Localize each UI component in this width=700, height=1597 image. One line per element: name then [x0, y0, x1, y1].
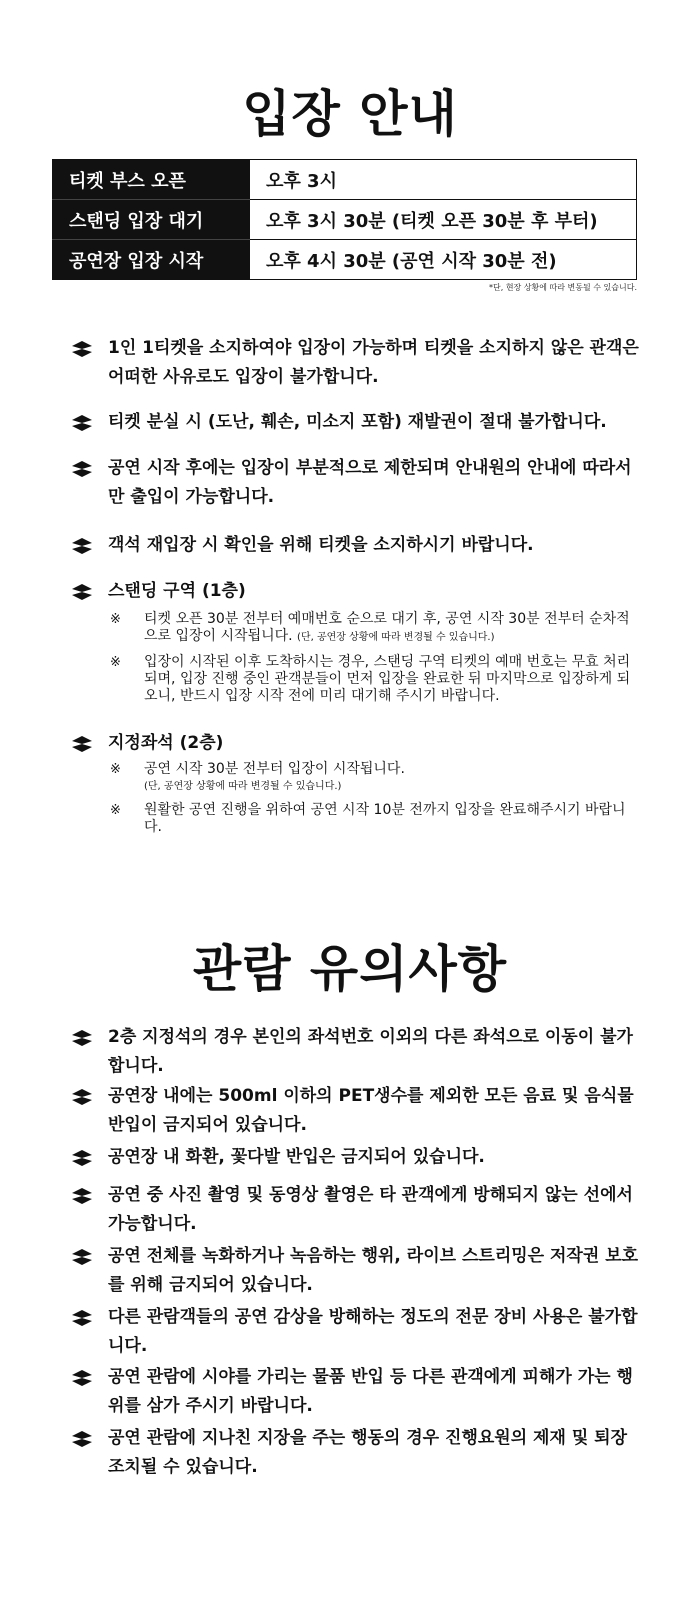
sub-note — [110, 761, 640, 795]
bullet-shape-icon — [70, 1247, 94, 1267]
list-item-text: 공연 관람에 시야를 가리는 물품 반입 등 다른 관객에게 피해가 가는 행위를 삼가 주시기 바랍니다. — [108, 1367, 633, 1416]
bullet-shape-icon — [70, 1028, 94, 1048]
list-item — [70, 1023, 640, 1081]
list-item-text: 객석 재입장 시 확인을 위해 티켓을 소지하시기 바랍니다. — [108, 535, 534, 555]
sub-note-text: 티켓 오픈 30분 전부터 예매번호 순으로 대기 후, 공연 시작 30분 전부터 순차적으로 입장이 시작됩니다. — [144, 611, 630, 644]
list-item — [70, 1143, 640, 1172]
standing-section-title — [70, 577, 640, 606]
list-item-text: 티켓 분실 시 (도난, 훼손, 미소지 포함) 재발권이 절대 불가합니다. — [108, 412, 607, 432]
bullet-shape-icon — [70, 536, 94, 556]
list-item — [70, 408, 640, 437]
sub-note-text: 원활한 공연 진행을 위하여 공연 시작 10분 전까지 입장을 완료해주시기 바랍니다. — [144, 802, 626, 835]
list-item-text: 공연 전체를 녹화하거나 녹음하는 행위, 라이브 스트리밍은 저작권 보호를 위해 금지되어 있습니다. — [108, 1246, 639, 1295]
sub-note — [110, 611, 640, 646]
reference-mark: ※ — [110, 612, 121, 627]
list-item-text: 다른 관람객들의 공연 감상을 방해하는 정도의 전문 장비 사용은 불가합니다. — [108, 1307, 638, 1356]
list-item — [70, 531, 640, 560]
schedule-label: 공연장 입장 시작 — [53, 240, 250, 280]
bullet-shape-icon — [70, 1368, 94, 1388]
list-item-text: 공연 관람에 지나친 지장을 주는 행동의 경우 진행요원의 제재 및 퇴장 조치될 수 있습니다. — [108, 1428, 627, 1477]
entry-title: 입장 안내 — [242, 85, 458, 143]
sub-note — [110, 654, 640, 705]
bullet-shape-icon — [70, 413, 94, 433]
list-item — [70, 454, 640, 512]
list-item-text: 공연장 내에는 500ml 이하의 PET생수를 제외한 모든 음료 및 음식물 반입이 금지되어 있습니다. — [108, 1086, 634, 1135]
list-item — [70, 1082, 640, 1140]
reference-mark: ※ — [110, 803, 121, 818]
list-item-text: 2층 지정석의 경우 본인의 좌석번호 이외의 다른 좌석으로 이동이 불가합니다. — [108, 1027, 633, 1076]
list-item-text: 공연 중 사진 촬영 및 동영상 촬영은 타 관객에게 방해되지 않는 선에서 가능합니다. — [108, 1185, 633, 1234]
sub-note — [110, 802, 640, 836]
bullet-shape-icon — [70, 1148, 94, 1168]
viewing-title: 관람 유의사항 — [192, 940, 508, 998]
bullet-shape-icon — [70, 582, 94, 602]
list-item — [70, 1181, 640, 1239]
list-item-text: 1인 1티켓을 소지하여야 입장이 가능하며 티켓을 소지하지 않은 관객은 어떠한 사유로도 입장이 불가합니다. — [108, 338, 639, 387]
bullet-shape-icon — [70, 1429, 94, 1449]
bullet-shape-icon — [70, 1087, 94, 1107]
sub-note-text: 공연 시작 30분 전부터 입장이 시작됩니다. — [144, 761, 405, 777]
schedule-value: 오후 3시 — [250, 160, 637, 200]
list-item — [70, 1424, 640, 1482]
list-item-text: 공연 시작 후에는 입장이 부분적으로 제한되며 안내원의 안내에 따라서만 출입이 가능합니다. — [108, 458, 632, 507]
schedule-row — [53, 200, 637, 240]
list-item-text: 공연장 내 화환, 꽃다발 반입은 금지되어 있습니다. — [108, 1147, 485, 1167]
schedule-row — [53, 240, 637, 280]
list-item — [70, 1303, 640, 1361]
seated-section-title — [70, 729, 640, 758]
schedule-note: *단, 현장 상황에 따라 변동될 수 있습니다. — [489, 283, 637, 292]
bullet-shape-icon — [70, 1308, 94, 1328]
list-item — [70, 1242, 640, 1300]
sub-note-small: (단, 공연장 상황에 따라 변경될 수 있습니다.) — [297, 632, 495, 643]
reference-mark: ※ — [110, 655, 121, 670]
bullet-shape-icon — [70, 459, 94, 479]
schedule-value: 오후 4시 30분 (공연 시작 30분 전) — [250, 240, 637, 280]
bullet-shape-icon — [70, 339, 94, 359]
section-title-text: 스탠딩 구역 (1층) — [108, 581, 246, 601]
list-item — [70, 1363, 640, 1421]
reference-mark: ※ — [110, 762, 121, 777]
sub-note-text: 입장이 시작된 이후 도착하시는 경우, 스탠딩 구역 티켓의 예매 번호는 무효 처리되며, 입장 진행 중인 관객분들이 먼저 입장을 완료한 뒤 마지막으로 입장하게 되오니, 반드시 입장 시작 전에 미리 대기해 주시기 바랍니다. — [144, 654, 631, 704]
list-item — [70, 334, 640, 392]
schedule-value: 오후 3시 30분 (티켓 오픈 30분 후 부터) — [250, 200, 637, 240]
sub-note-small: (단, 공연장 상황에 따라 변경될 수 있습니다.) — [144, 781, 342, 792]
entry-schedule-table — [52, 159, 637, 280]
schedule-row — [53, 160, 637, 200]
bullet-shape-icon — [70, 1186, 94, 1206]
schedule-label: 티켓 부스 오픈 — [53, 160, 250, 200]
section-title-text: 지정좌석 (2층) — [108, 733, 224, 753]
schedule-label: 스탠딩 입장 대기 — [53, 200, 250, 240]
bullet-shape-icon — [70, 734, 94, 754]
